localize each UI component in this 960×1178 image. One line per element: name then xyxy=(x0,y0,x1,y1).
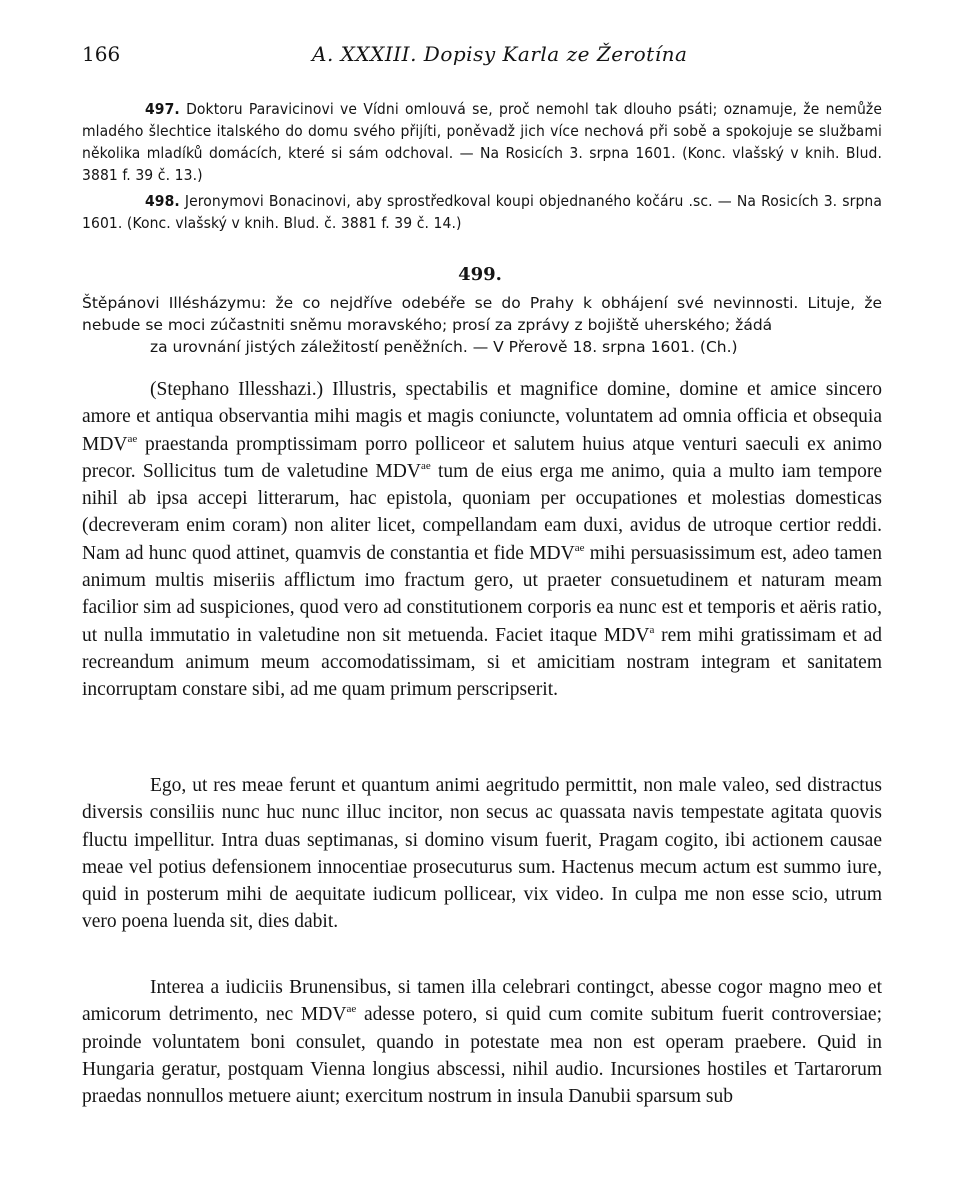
letter-paragraph-3 xyxy=(82,974,882,1110)
letter-paragraph-2 xyxy=(82,772,882,936)
regest-497 xyxy=(82,98,882,186)
text-segment: (Stephano Illesshazi.) Illustris, spectabilis et magnifice domine, domine et amice sincero amore et antiqua observantia mihi magis et magis coniuncte, voluntatem ad omnia officia et obsequia MDV xyxy=(82,379,882,455)
summary-text: Štěpánovi Illésházymu: že co nejdříve odebéře se do Prahy k obhájení své nevinnosti. Lituje, že nebude se moci zúčastniti sněmu moravského; prosí za zprávy z bojiště uherského; žádá xyxy=(82,294,882,334)
regest-text: Doktoru Paravicinovi ve Vídni omlouvá se, proč nemohl tak dlouho psáti; oznamuje, že nemůže mladého šlechtice italského do domu svého přijíti, poněvadž jich více nechová při sobě a spokojuje se službami několika mladíků domácích, které si sám odchoval. — Na Rosicích 3. srpna 1601. (Konc. vlašský v knih. Blud. 3881 f. 39 č. 13.) xyxy=(82,100,883,184)
letter-number: 499. xyxy=(458,264,502,285)
superscript: ae xyxy=(574,541,585,554)
superscript: ae xyxy=(346,1003,357,1016)
letter-summary xyxy=(82,292,882,358)
text-segment: praestanda promptissimam porro polliceor et salutem huius atque venturi saeculi ex animo precor. Sollicitus tum de valetudine MDV xyxy=(82,433,882,482)
running-title: A. XXXIII. Dopisy Karla ze Žerotína xyxy=(312,42,688,66)
regest-text: Jeronymovi Bonacinovi, aby sprostředkoval koupi objednaného kočáru .sc. — Na Rosicích 3. srpna 1601. (Konc. vlašský v knih. Blud. č. 3881 f. 39 č. 14.) xyxy=(82,192,882,232)
superscript: ae xyxy=(420,459,431,472)
text-segment: rem mihi gratissimam et ad recreandum animum meum accomodatissimam, si et amicitiam nostram integram et sanitatem incorruptam constare sibi, ad me quam primum perscripserit. xyxy=(82,624,882,701)
superscript: ae xyxy=(127,432,138,445)
letter-paragraph-1 xyxy=(82,376,882,704)
summary-last-line: za urovnání jistých záležitostí peněžních. — V Přerově 18. srpna 1601. (Ch.) xyxy=(150,338,738,356)
superscript: a xyxy=(649,623,655,636)
paragraph: Ego, ut res meae ferunt et quantum animi aegritudo permittit, non male valeo, sed distractus diversis consiliis nunc huc nunc illuc incitor, non secus ac quassata navis tempestate agitata quovis fluctu impellitur. Intra duas septimanas, si domino visum fuerit, Pragam cogito, ibi actionem causae meae vel potius defensionem innocentiae prosecuturus sum. Hactenus mecum actum est summo iure, quid in posterum mihi de aequitate iudicum pollicear, vix video. In culpa me non esse scio, utrum vero poena luenda sit, dies dabit. xyxy=(82,775,882,933)
text-segment: Interea a iudiciis Brunensibus, si tamen illa celebrari contingct, abesse cogor magno meo et amicorum detrimento, nec MDV xyxy=(82,977,882,1026)
regest-number: 498. xyxy=(145,192,180,210)
paragraph xyxy=(82,974,882,1110)
regest-number: 497. xyxy=(145,100,180,118)
paragraph xyxy=(82,376,882,704)
regest-498 xyxy=(82,190,882,234)
text-segment: tum de eius erga me animo, quia a multo iam tempore nihil ab ipsa accepi litterarum, hac epistola, quoniam per occupationes et molestias domesticas (decreveram enim coram) non aliter licet, compellandam eam duxi, avidus de utroque certior reddi. Nam ad hunc quod attinet, quamvis de constantia et fide MDV xyxy=(82,460,882,564)
text-segment: adesse potero, si quid cum comite subitum fuerit controversiae; proinde voluntatem boni consulet, quando in potestate mea non est operam praebere. Quid in Hungaria geratur, postquam Vienna longius abscessi, nihil audio. Incursiones hostiles et Tartarorum praedas nonnullos metuere aiunt; exercitum nostrum in insula Danubii sparsum sub xyxy=(82,1004,882,1108)
text-segment: mihi persuasissimum est, adeo tamen animum multis miseriis afflictum imo fractum gero, ut praeter consuetudinem et naturam meam facilior sim ad suspiciones, quod vero ad constitutionem corporis ea nunc est et temporis et aëris ratio, ut nulla immutatio in valetudine non sit metuenda. Faciet itaque MDV xyxy=(82,542,882,646)
page-number: 166 xyxy=(82,42,121,66)
page-header xyxy=(82,42,882,72)
